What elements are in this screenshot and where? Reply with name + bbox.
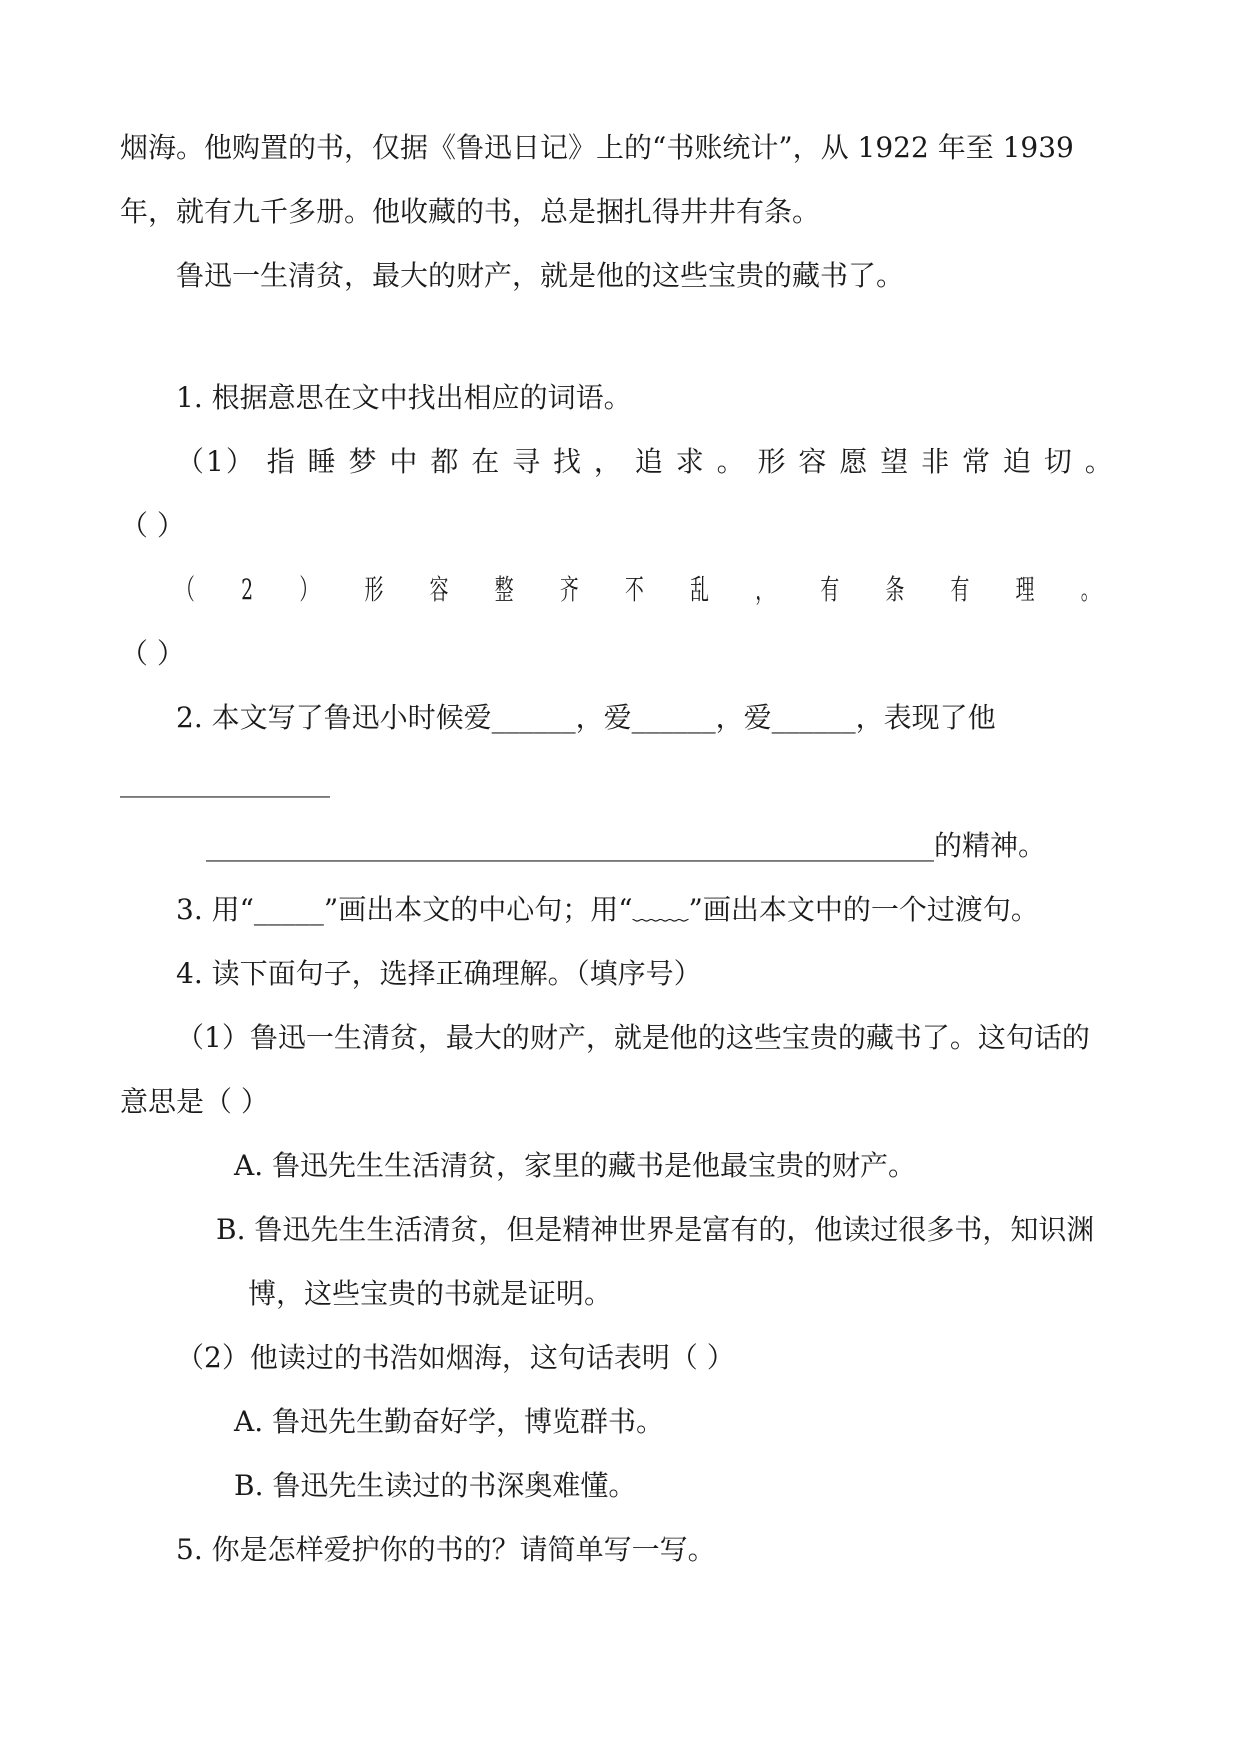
passage-line-2: 年，就有九千多册。他收藏的书，总是捆扎得井井有条。 xyxy=(120,195,821,228)
question-2-line-1[interactable]: 2. 本文写了鲁迅小时候爱______，爱______，爱______，表现了他 xyxy=(176,701,996,734)
question-3: 3. 用“_____”画出本文的中心句；用“﹏﹏”画出本文中的一个过渡句。 xyxy=(176,893,1039,926)
question-1-title: 1. 根据意思在文中找出相应的词语。 xyxy=(176,381,632,414)
question-4-sub-1-option-b-line-2: 博，这些宝贵的书就是证明。 xyxy=(248,1277,613,1310)
question-4-sub-2[interactable]: （2）他读过的书浩如烟海，这句话表明（ ） xyxy=(176,1341,735,1374)
question-1-item-1-blank[interactable]: （ ） xyxy=(120,509,185,542)
question-4-sub-1-option-a: A. 鲁迅先生生活清贫，家里的藏书是他最宝贵的财产。 xyxy=(234,1149,917,1182)
question-4-sub-2-option-b: B. 鲁迅先生读过的书深奥难懂。 xyxy=(234,1469,637,1502)
question-2-line-3[interactable]: ____________________________________________________的精神。 xyxy=(206,829,1047,862)
question-1-item-2-blank[interactable]: （ ） xyxy=(120,637,185,670)
question-1-item-1: （1） 指 睡 梦 中 都 在 寻 找 ， 追 求 。 形 容 愿 望 非 常 迫 切 。 xyxy=(176,445,1115,478)
question-4-sub-1-line-1: （1）鲁迅一生清贫，最大的财产，就是他的这些宝贵的藏书了。这句话的 xyxy=(176,1021,1090,1054)
question-4-sub-2-option-a: A. 鲁迅先生勤奋好学，博览群书。 xyxy=(234,1405,665,1438)
question-5: 5. 你是怎样爱护你的书的？请简单写一写。 xyxy=(176,1533,716,1566)
question-4-title: 4. 读下面句子，选择正确理解。（填序号） xyxy=(176,957,702,990)
passage-line-1: 烟海。他购置的书，仅据《鲁迅日记》上的“书账统计”，从 1922 年至 1939 xyxy=(120,131,1074,164)
question-4-sub-1-option-b-line-1: B. 鲁迅先生生活清贫，但是精神世界是富有的，他读过很多书，知识渊 xyxy=(216,1213,1095,1246)
question-1-item-2: （ 2 ） 形 容 整 齐 不 乱 ， 有 条 有 理 。 xyxy=(176,573,1120,606)
passage-line-3: 鲁迅一生清贫，最大的财产，就是他的这些宝贵的藏书了。 xyxy=(176,259,905,292)
question-2-line-2[interactable]: _______________ xyxy=(120,765,330,798)
question-4-sub-1-line-2[interactable]: 意思是（ ） xyxy=(120,1085,269,1118)
